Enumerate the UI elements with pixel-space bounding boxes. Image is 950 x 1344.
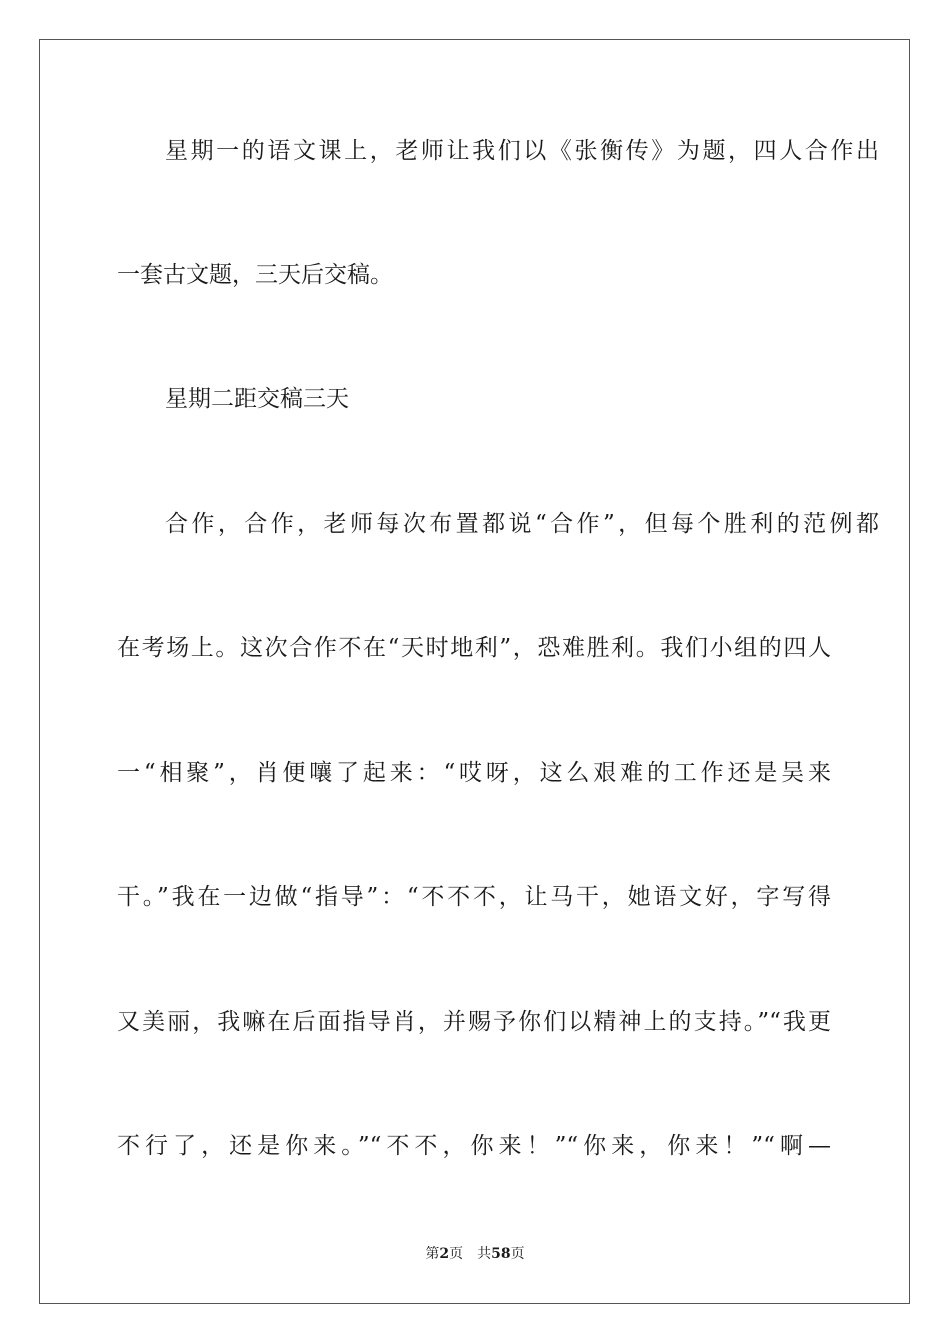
text-line-6: 一“相聚”，肖便嚷了起来：“哎呀，这么艰难的工作还是吴来 [117, 760, 831, 786]
total-suffix: 页 [510, 1246, 525, 1262]
page-frame [39, 39, 910, 1304]
page-suffix: 页 [449, 1246, 464, 1262]
text-line-4: 合作，合作，老师每次布置都说“合作”，但每个胜利的范例都 [165, 511, 879, 537]
text-line-2: 一套古文题，三天后交稿。 [117, 262, 393, 288]
total-pages: 58 [491, 1246, 511, 1262]
total-prefix: 共 [477, 1246, 492, 1262]
page-number: 2 [439, 1246, 450, 1262]
text-line-5: 在考场上。这次合作不在“天时地利”，恐难胜利。我们小组的四人 [117, 635, 831, 661]
text-line-3: 星期二距交稿三天 [165, 386, 349, 412]
text-line-1: 星期一的语文课上，老师让我们以《张衡传》为题，四人合作出 [165, 138, 879, 164]
text-line-8: 又美丽，我嘛在后面指导肖，并赐予你们以精神上的支持。”“我更 [117, 1009, 831, 1035]
page-prefix: 第 [425, 1246, 440, 1262]
text-line-7: 干。”我在一边做“指导”：“不不不，让马干，她语文好，字写得 [117, 884, 831, 910]
page-footer [0, 1245, 950, 1263]
text-line-9: 不行了，还是你来。”“不不，你来！”“你来，你来！”“啊— [117, 1133, 831, 1159]
